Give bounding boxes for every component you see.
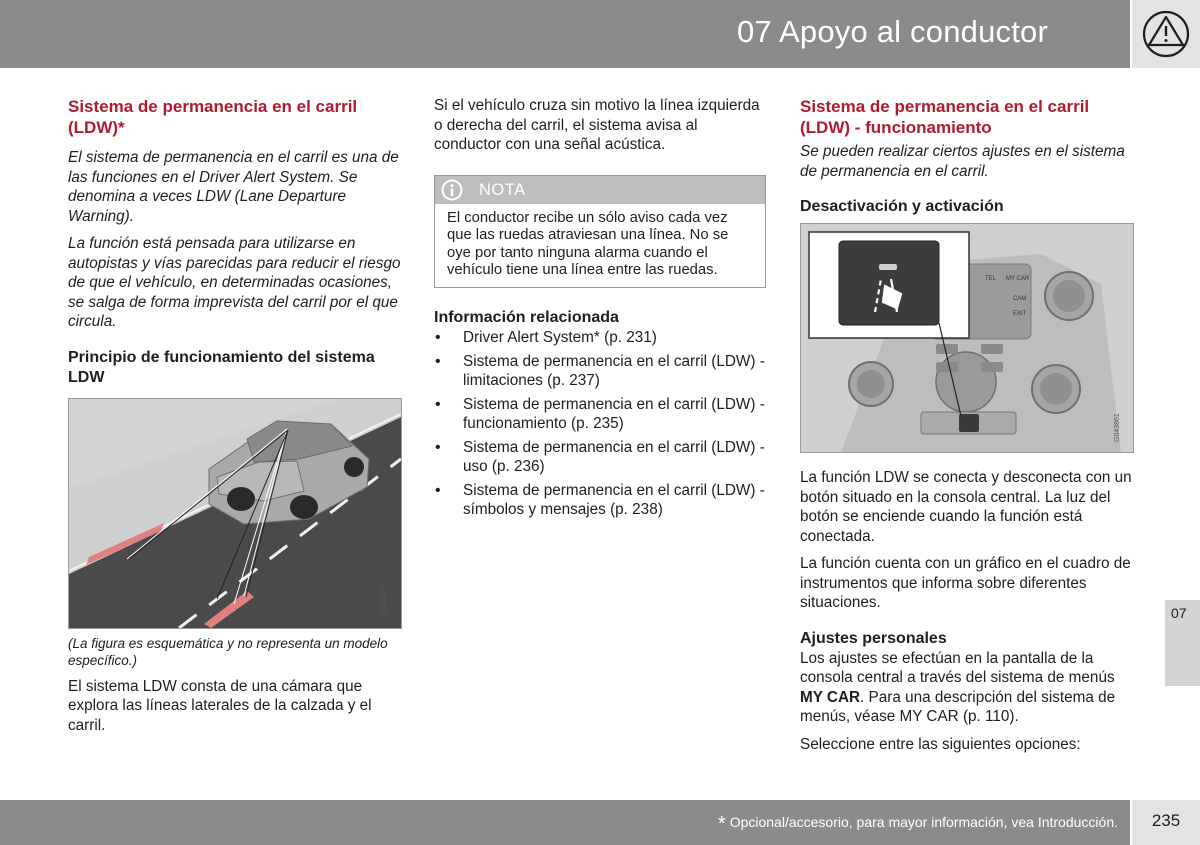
- body-paragraph-2: Si el vehículo cruza sin motivo la línea izquierda o derecha del carril, el sistema avisa al conductor con una señal acústica.: [434, 97, 760, 153]
- related-link[interactable]: • Sistema de permanencia en el carril (LDW) - uso (p. 236): [434, 438, 766, 476]
- page-header: [0, 0, 1130, 68]
- note-header: [435, 176, 765, 204]
- column-left: [68, 96, 402, 735]
- console-diagram: [801, 224, 1133, 452]
- info-icon: [441, 179, 463, 201]
- page-footer: [0, 800, 1130, 845]
- console-label-cam: CAM: [1013, 296, 1027, 302]
- chapter-tab: [1165, 600, 1200, 686]
- page-number: 235: [1151, 811, 1181, 830]
- intro-paragraph-2: La función está pensada para utilizarse en autopistas y vías parecidas para reducir el riesgo de que el vehículo, en determinadas ocasiones, se salga de forma imprevista del carril por el que circula.: [68, 235, 401, 330]
- page-number-box: [1132, 800, 1200, 845]
- text-run: . Para una descripción del sistema de menús, véase MY CAR (p. 110).: [800, 688, 1116, 725]
- body-paragraph-3: La función LDW se conecta y desconecta con un botón situado en la consola central. La luz del botón se enciende cuando la función está conectada.: [800, 469, 1132, 545]
- body-paragraph-4: La función cuenta con un gráfico en el cuadro de instrumentos que informa sobre diferentes situaciones.: [800, 555, 1131, 611]
- body-paragraph: El sistema LDW consta de una cámara que explora las líneas laterales de la calzada y el carril.: [68, 677, 372, 734]
- intro-paragraph-1: El sistema de permanencia en el carril es una de las funciones en el Driver Alert System. Se denomina a veces LDW (Lane Departure Warning).: [68, 149, 399, 225]
- footnote-text: Opcional/accesorio, para mayor información, vea Introducción.: [729, 814, 1118, 830]
- warning-triangle-icon: [1132, 0, 1200, 68]
- chapter-number: 07: [1171, 605, 1187, 621]
- warning-symbol-box: [1132, 0, 1200, 68]
- figure-code: G045089: [381, 587, 388, 617]
- note-title: NOTA: [479, 180, 526, 199]
- footnote: [718, 813, 1118, 836]
- section-heading-ldw: Sistema de permanencia en el carril (LDW)*: [68, 97, 358, 137]
- related-link[interactable]: • Sistema de permanencia en el carril (LDW) - funcionamiento (p. 235): [434, 395, 766, 433]
- subheading-principle: Principio de funcionamiento del sistema LDW: [68, 348, 375, 386]
- lane-diagram: [69, 399, 401, 628]
- section-heading-function: Sistema de permanencia en el carril (LDW) - funcionamiento: [800, 97, 1090, 137]
- text-run: Los ajustes se efectúan en la pantalla de la consola central a través del sistema de menús: [800, 649, 1115, 686]
- subheading-activation: Desactivación y activación: [800, 198, 1004, 215]
- chapter-title: 07 Apoyo al conductor: [737, 14, 1048, 49]
- figure-caption: (La figura es esquemática y no representa un modelo específico.): [68, 635, 388, 668]
- note-text: El conductor recibe un sólo aviso cada vez que las ruedas atraviesan una línea. No se oye por tanto ninguna alarma cuando el vehículo tiene una línea entre las ruedas.: [447, 209, 729, 278]
- related-link[interactable]: • Sistema de permanencia en el carril (LDW) - símbolos y mensajes (p. 238): [434, 481, 766, 519]
- related-list: [434, 328, 766, 519]
- body-paragraph-5: [800, 649, 1134, 727]
- column-middle: [434, 96, 766, 524]
- intro-paragraph-3: Se pueden realizar ciertos ajustes en el sistema de permanencia en el carril.: [800, 143, 1125, 180]
- note-box: [434, 175, 766, 288]
- lane-illustration: [68, 398, 402, 629]
- console-label-tel: TEL: [985, 276, 997, 282]
- related-heading: Información relacionada: [434, 308, 619, 326]
- related-link[interactable]: • Sistema de permanencia en el carril (LDW) - limitaciones (p. 237): [434, 352, 766, 390]
- console-label-exit: EXIT: [1013, 311, 1027, 317]
- body-paragraph-6: Seleccione entre las siguientes opciones:: [800, 735, 1081, 753]
- console-label-mycar: MY CAR: [1006, 276, 1030, 282]
- related-link[interactable]: • Driver Alert System* (p. 231): [434, 328, 766, 347]
- column-right: [800, 96, 1134, 754]
- subheading-settings: Ajustes personales: [800, 629, 947, 647]
- footnote-star: *: [717, 813, 726, 835]
- console-illustration: [800, 223, 1134, 453]
- figure-code: G043861: [1114, 413, 1121, 442]
- menu-name-bold: MY CAR: [800, 688, 861, 706]
